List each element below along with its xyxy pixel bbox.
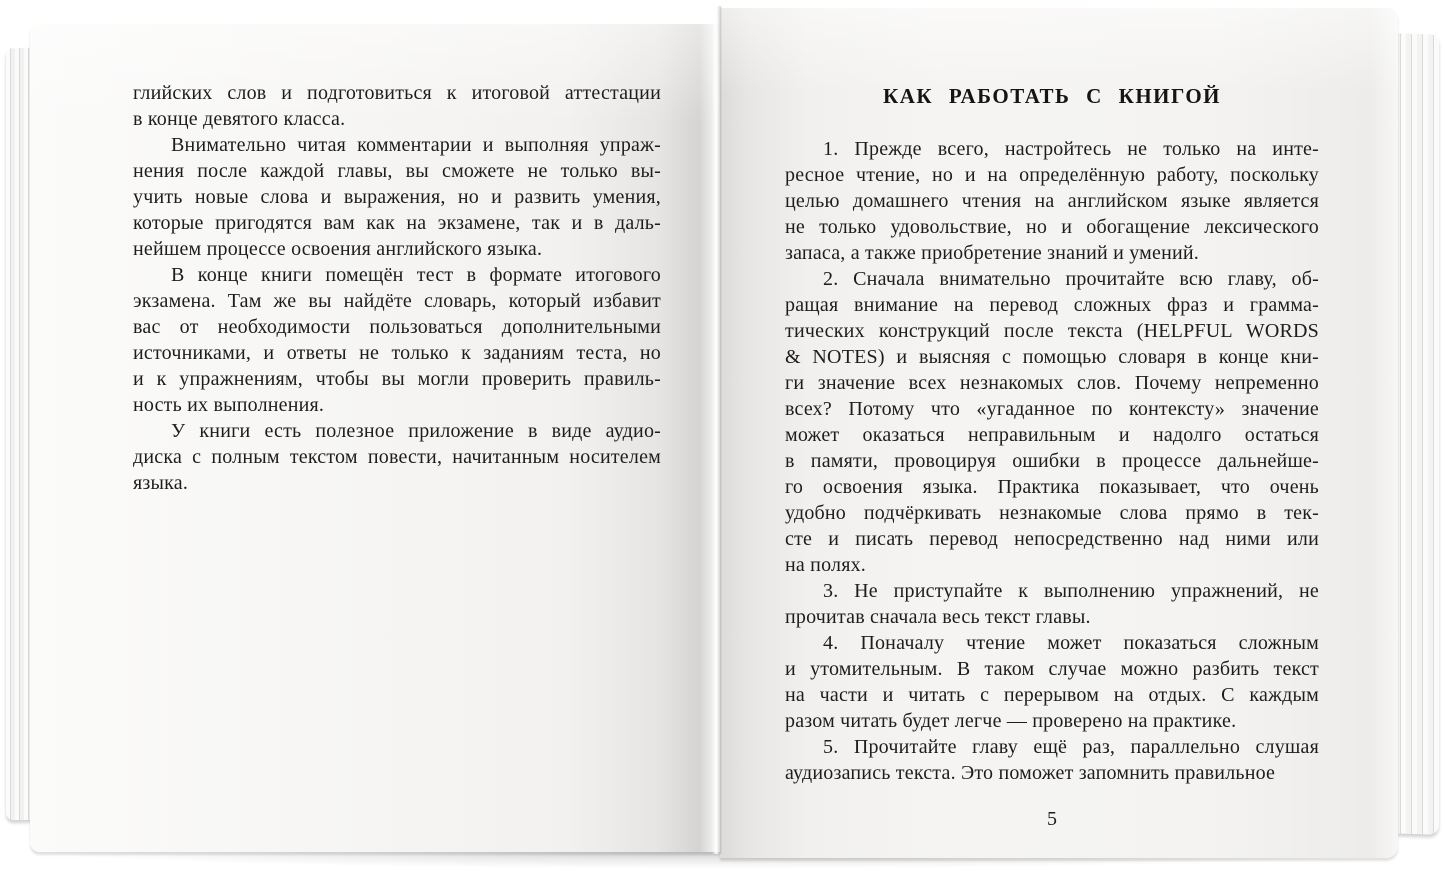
paragraph — [785, 630, 1319, 734]
right-page-text — [785, 136, 1319, 786]
text-line: диска с полным текстом повести, начитанным носителем — [133, 446, 661, 468]
page-stack-right — [1397, 33, 1439, 834]
paragraph — [133, 132, 661, 262]
text-line: в конце девятого класса. — [133, 108, 346, 130]
text-line: 2. Сначала внимательно прочитайте всю главу, об- — [823, 268, 1319, 290]
paragraph — [133, 80, 661, 132]
text-line: может оказаться неправильным и надолго остаться — [785, 424, 1319, 446]
paragraph — [133, 418, 661, 496]
text-line: учить новые слова и выражения, но и развить умения, — [133, 186, 661, 208]
paragraph — [133, 262, 661, 418]
text-line: не только удовольствие, но и обогащение лексического — [785, 216, 1319, 238]
text-line: 5. Прочитайте главу ещё раз, параллельно слушая — [823, 736, 1319, 758]
text-line: го освоения языка. Практика показывает, что очень — [785, 476, 1319, 498]
page-number: 5 — [1047, 808, 1057, 830]
paragraph — [785, 734, 1319, 786]
chapter-heading: КАК РАБОТАТЬ С КНИГОЙ — [883, 84, 1221, 108]
text-line: всех? Потому что «угаданное по контексту» значение — [785, 398, 1319, 420]
text-line: глийских слов и подготовиться к итоговой аттестации — [133, 82, 661, 104]
text-line: 1. Прежде всего, настройтесь не только на инте- — [823, 138, 1319, 160]
text-line: на части и читать с перерывом на отдых. С каждым — [785, 684, 1319, 706]
left-page-text — [133, 80, 661, 496]
text-line: удобно подчёркивать незнакомые слова прямо в тек- — [785, 502, 1319, 524]
text-line: разом читать будет легче — проверено на практике. — [785, 710, 1237, 732]
text-line: аудиозапись текста. Это поможет запомнить правильное — [785, 762, 1276, 784]
text-line: в памяти, провоцируя ошибки в процессе дальнейше- — [785, 450, 1319, 472]
text-line: целью домашнего чтения на английском языке является — [785, 190, 1319, 212]
text-line: на полях. — [785, 554, 866, 576]
text-line: тических конструкций после текста (HELPFUL WORDS — [785, 320, 1319, 342]
book-spine — [712, 6, 722, 854]
text-line: языка. — [133, 472, 189, 494]
left-page — [30, 24, 720, 852]
text-line: экзамена. Там же вы найдёте словарь, который избавит — [133, 290, 661, 312]
text-line: источниками, и ответы не только к заданиям теста, но — [133, 342, 661, 364]
text-line: ги значение всех незнакомых слов. Почему непременно — [785, 372, 1319, 394]
text-line: нейшем процессе освоения английского языка. — [133, 238, 543, 260]
paragraph — [785, 266, 1319, 578]
text-line: В конце книги помещён тест в формате итогового — [171, 264, 661, 286]
paragraph — [785, 578, 1319, 630]
text-line: ность их выполнения. — [133, 394, 325, 416]
text-line: нения после каждой главы, вы сможете не только вы- — [133, 160, 661, 182]
paragraph — [785, 136, 1319, 266]
text-line: прочитав сначала весь текст главы. — [785, 606, 1091, 628]
text-line: У книги есть полезное приложение в виде аудио- — [171, 420, 661, 442]
text-line: & NOTES) и выясняя с помощью словаря в конце кни- — [785, 346, 1319, 368]
text-line: вас от необходимости пользоваться дополнительными — [133, 316, 661, 338]
text-line: и утомительным. В таком случае можно разбить текст — [785, 658, 1319, 680]
text-line: Внимательно читая комментарии и выполняя упраж- — [171, 134, 661, 156]
right-page — [720, 8, 1398, 858]
text-line: ращая внимание на перевод сложных фраз и грамма- — [785, 294, 1319, 316]
text-line: которые пригодятся вам как на экзамене, так и в даль- — [133, 212, 661, 234]
text-line: и к упражнениям, чтобы вы могли проверить правиль- — [133, 368, 661, 390]
text-line: 3. Не приступайте к выполнению упражнений, не — [823, 580, 1319, 602]
text-line: сте и писать перевод непосредственно над ними или — [785, 528, 1319, 550]
text-line: запаса, а также приобретение знаний и умений. — [785, 242, 1200, 264]
text-line: 4. Поначалу чтение может показаться сложным — [823, 632, 1319, 654]
text-line: ресное чтение, но и на определённую работу, поскольку — [785, 164, 1319, 186]
